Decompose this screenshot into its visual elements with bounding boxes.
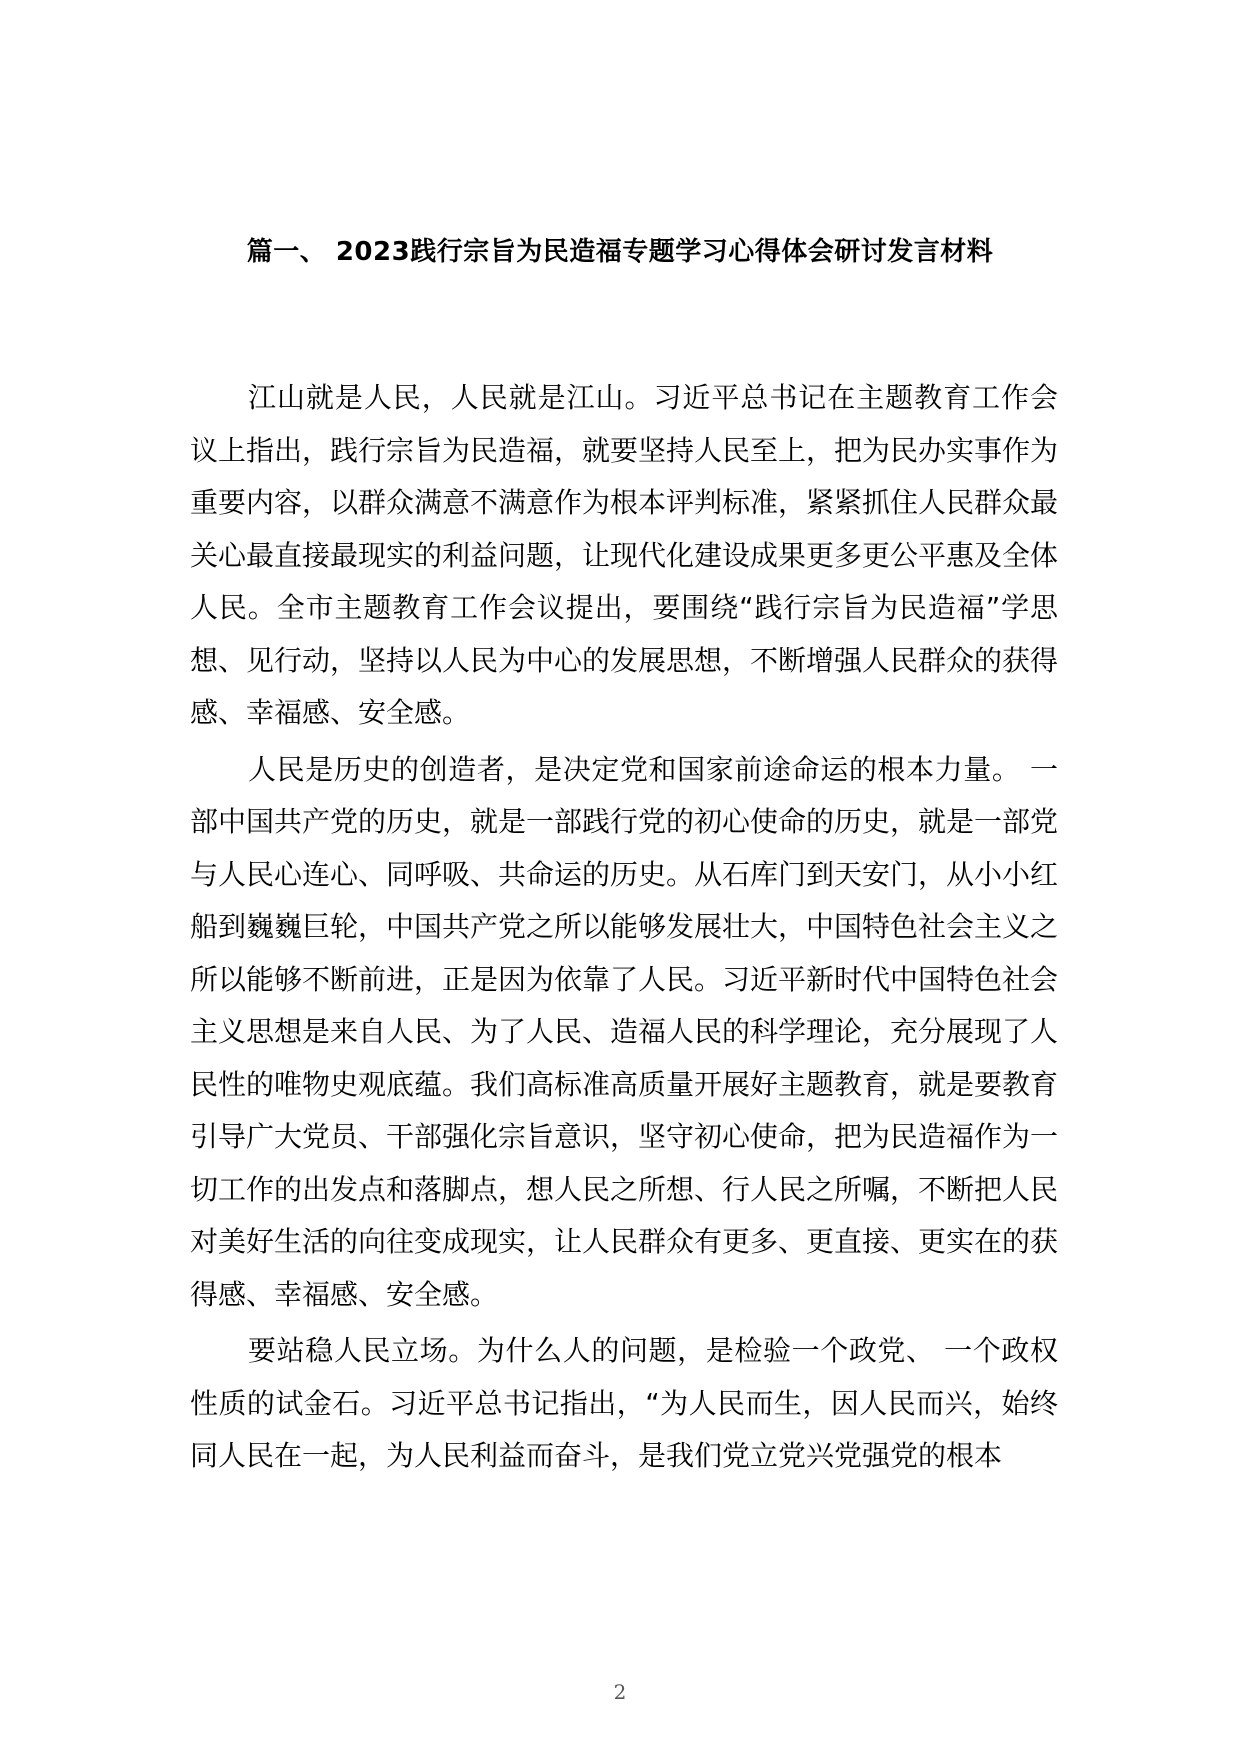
page-number: 2 xyxy=(613,1680,627,1704)
paragraph-2: 人民是历史的创造者，是决定党和国家前途命运的根本力量。 一部中国共产党的历史，就是一部践行党的初心使命的历史，就是一部党与人民心连心、同呼吸、共命运的历史。从石库门到天安门，从小小红船到巍巍巨轮，中国共产党之所以能够发展壮大，中国特色社会主义之所以能够不断前进，正是因为依靠了人民。习近平新时代中国特色社会主义思想是来自人民、为了人民、造福人民的科学理论，充分展现了人民性的唯物史观底蕴。我们高标准高质量开展好主题教育，就是要教育引导广大党员、干部强化宗旨意识，坚守初心使命，把为民造福作为一切工作的出发点和落脚点，想人民之所想、行人民之所嘱，不断把人民对美好生活的向往变成现实，让人民群众有更多、更直接、更实在的获得感、幸福感、安全感。 xyxy=(190,752,1059,1311)
paragraph-1: 江山就是人民，人民就是江山。习近平总书记在主题教育工作会议上指出，践行宗旨为民造福，就要坚持人民至上，把为民办实事作为重要内容，以群众满意不满意作为根本评判标准，紧紧抓住人民群众最关心最直接最现实的利益问题，让现代化建设成果更多更公平惠及全体人民。全市主题教育工作会议提出，要围绕“践行宗旨为民造福”学思想、见行动，坚持以人民为中心的发展思想，不断增强人民群众的获得感、幸福感、安全感。 xyxy=(190,381,1059,729)
paragraph-3: 要站稳人民立场。为什么人的问题，是检验一个政党、 一个政权性质的试金石。习近平总书记指出，“为人民而生，因人民而兴，始终同人民在一起，为人民利益而奋斗，是我们党立党兴党强党的根本 xyxy=(190,1334,1058,1472)
document-title: 篇一、 2023践行宗旨为民造福专题学习心得体会研讨发言材料 xyxy=(246,237,994,267)
document-body xyxy=(190,372,1058,1483)
